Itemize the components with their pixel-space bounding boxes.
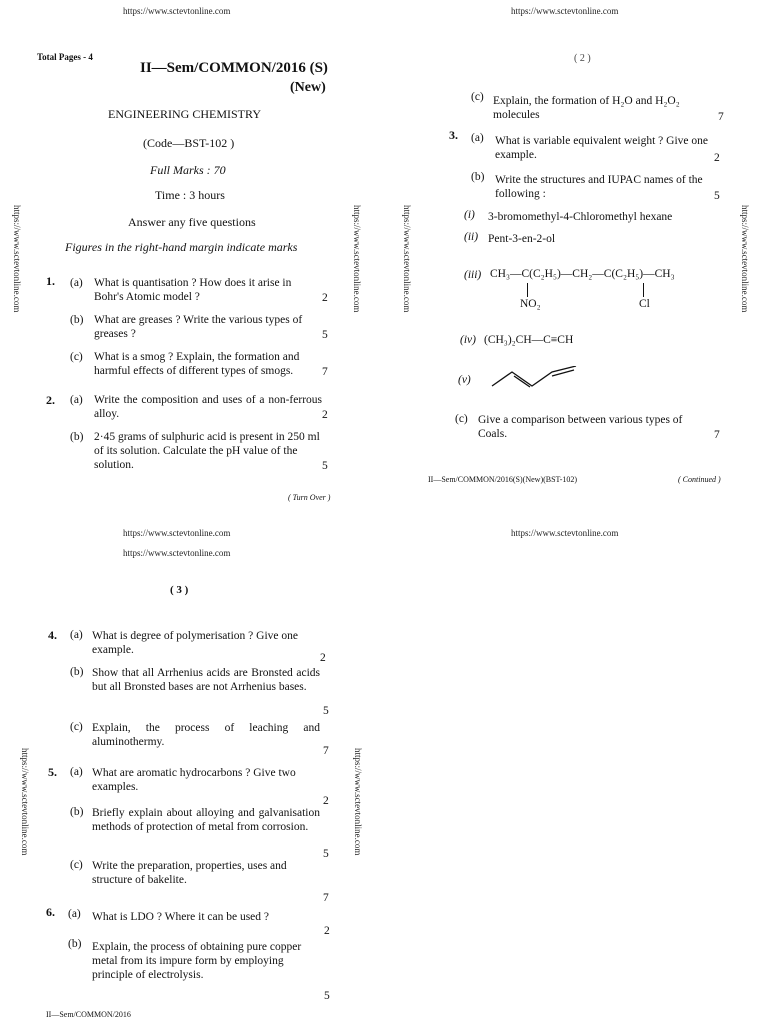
q4b-text: Show that all Arrhenius acids are Bronsted acids but all Bronsted bases are not Arrhenius bases. bbox=[92, 667, 320, 693]
q6b-mark: 5 bbox=[324, 990, 330, 1002]
q3iii-sub2: Cl bbox=[639, 298, 650, 310]
page3-footer: II—Sem/COMMON/2016 bbox=[46, 1010, 131, 1019]
exam-title: II—Sem/COMMON/2016 (S) bbox=[140, 60, 328, 76]
q3v-label: (v) bbox=[458, 374, 471, 386]
q3b-text: Write the structures and IUPAC names of the following : bbox=[495, 174, 703, 200]
q1a-label: (a) bbox=[70, 277, 83, 289]
q5c-text: Write the preparation, properties, uses and structure of bakelite. bbox=[92, 860, 287, 886]
q6a-label: (a) bbox=[68, 908, 81, 920]
q3-number: 3. bbox=[449, 128, 458, 142]
instruction-answer: Answer any five questions bbox=[128, 215, 256, 229]
q6a-mark: 2 bbox=[324, 925, 330, 937]
q5a-mark: 2 bbox=[323, 795, 329, 807]
page2-left-url: https://www.sctevtonline.com bbox=[402, 205, 412, 313]
new-label: (New) bbox=[290, 80, 326, 95]
q2-number: 2. bbox=[46, 393, 55, 407]
q1c-mark: 7 bbox=[322, 366, 328, 378]
q1c-text: What is a smog ? Explain, the formation and harmful effects of different types of smogs. bbox=[94, 351, 300, 377]
instruction-marks: Figures in the right-hand margin indicate marks bbox=[65, 240, 298, 254]
page1-footer-url: https://www.sctevtonline.com bbox=[123, 528, 231, 538]
q4c-mark: 7 bbox=[323, 745, 329, 757]
q6-number: 6. bbox=[46, 905, 55, 919]
q4c-text: Explain, the process of leaching and aluminothermy. bbox=[92, 722, 320, 748]
page1-header-url: https://www.sctevtonline.com bbox=[123, 6, 231, 16]
q3c-text: Give a comparison between various types of Coals. bbox=[478, 414, 683, 440]
page2-number: ( 2 ) bbox=[574, 53, 591, 64]
q2c-mark: 7 bbox=[718, 111, 724, 123]
page2-header-url: https://www.sctevtonline.com bbox=[511, 6, 619, 16]
q2a-text: Write the composition and uses of a non-ferrous alloy. bbox=[94, 394, 322, 420]
q5-number: 5. bbox=[48, 765, 57, 779]
q3i-label: (i) bbox=[464, 209, 475, 221]
q1a-text: What is quantisation ? How does it arise in Bohr's Atomic model ? bbox=[94, 277, 292, 303]
q4b-mark: 5 bbox=[323, 705, 329, 717]
q3iii-formula: CH₃—C(C₂H₅)—CH₂—C(C₂H₅)—CH₃ bbox=[490, 268, 675, 280]
q3iii-bond2 bbox=[643, 283, 644, 297]
q6b-label: (b) bbox=[68, 938, 82, 950]
q3a-label: (a) bbox=[471, 132, 484, 144]
q3c-mark: 7 bbox=[714, 429, 720, 441]
q1b-label: (b) bbox=[70, 314, 84, 326]
q3iii-label: (iii) bbox=[464, 269, 482, 281]
q4b-label: (b) bbox=[70, 666, 84, 678]
q3v-structure-diagram bbox=[490, 366, 580, 392]
page2-footer-url: https://www.sctevtonline.com bbox=[511, 528, 619, 538]
subject-title: ENGINEERING CHEMISTRY bbox=[108, 107, 261, 121]
q5b-text: Briefly explain about alloying and galvanisation methods of protection of metal from corrosion. bbox=[92, 807, 320, 833]
q4a-mark: 2 bbox=[320, 652, 326, 664]
q2b-label: (b) bbox=[70, 431, 84, 443]
q2a-label: (a) bbox=[70, 394, 83, 406]
q5a-label: (a) bbox=[70, 766, 83, 778]
q2b-text: 2·45 grams of sulphuric acid is present in 250 ml of its solution. Calculate the pH value of the solution. bbox=[94, 431, 320, 471]
q3a-mark: 2 bbox=[714, 152, 720, 164]
total-pages: Total Pages - 4 bbox=[37, 52, 93, 62]
q3iii-bond1 bbox=[527, 283, 528, 297]
q1b-mark: 5 bbox=[322, 329, 328, 341]
q3i-text: 3-bromomethyl-4-Chloromethyl hexane bbox=[488, 211, 673, 223]
q4c-label: (c) bbox=[70, 721, 83, 733]
q4-number: 4. bbox=[48, 628, 57, 642]
q6b-text: Explain, the process of obtaining pure copper metal from its impure form by employing principle of electrolysis. bbox=[92, 941, 302, 981]
q3b-label: (b) bbox=[471, 171, 485, 183]
q2b-mark: 5 bbox=[322, 460, 328, 472]
q5c-mark: 7 bbox=[323, 892, 329, 904]
q3ii-label: (ii) bbox=[464, 231, 479, 243]
turn-over: ( Turn Over ) bbox=[288, 493, 331, 502]
q2c-label: (c) bbox=[471, 91, 484, 103]
continued-label: ( Continued ) bbox=[678, 475, 721, 484]
q5b-label: (b) bbox=[70, 806, 84, 818]
page2-right-url: https://www.sctevtonline.com bbox=[740, 205, 750, 313]
q1c-label: (c) bbox=[70, 351, 83, 363]
time-allowed: Time : 3 hours bbox=[155, 188, 225, 202]
q5a-text: What are aromatic hydrocarbons ? Give two examples. bbox=[92, 767, 296, 793]
subject-code: (Code—BST-102 ) bbox=[143, 136, 235, 150]
page2-footer: II—Sem/COMMON/2016(S)(New)(BST-102) bbox=[428, 475, 578, 484]
full-marks: Full Marks : 70 bbox=[150, 163, 226, 177]
page3-number: ( 3 ) bbox=[170, 584, 189, 596]
q3b-mark: 5 bbox=[714, 190, 720, 202]
q4a-label: (a) bbox=[70, 629, 83, 641]
q3c-label: (c) bbox=[455, 413, 468, 425]
q5b-mark: 5 bbox=[323, 848, 329, 860]
q2a-mark: 2 bbox=[322, 409, 328, 421]
page3-right-url: https://www.sctevtonline.com bbox=[353, 748, 363, 856]
page1-right-url: https://www.sctevtonline.com bbox=[352, 205, 362, 313]
q1-number: 1. bbox=[46, 274, 55, 288]
q3a-text: What is variable equivalent weight ? Give one example. bbox=[495, 135, 708, 161]
q3iv-formula: (CH₃)₂CH—C≡CH bbox=[484, 334, 574, 346]
q5c-label: (c) bbox=[70, 859, 83, 871]
q4a-text: What is degree of polymerisation ? Give one example. bbox=[92, 630, 298, 656]
page3-left-url: https://www.sctevtonline.com bbox=[20, 748, 30, 856]
page3-header-url: https://www.sctevtonline.com bbox=[123, 548, 231, 558]
page1-left-url: https://www.sctevtonline.com bbox=[12, 205, 22, 313]
q1a-mark: 2 bbox=[322, 292, 328, 304]
q3iii-sub1: NO₂ bbox=[520, 298, 541, 310]
q6a-text: What is LDO ? Where it can be used ? bbox=[92, 911, 270, 923]
q2c-text: Explain, the formation of H₂O and H₂O₂ molecules bbox=[493, 95, 680, 121]
q3iv-label: (iv) bbox=[460, 334, 476, 346]
q3ii-text: Pent-3-en-2-ol bbox=[488, 233, 556, 245]
q1b-text: What are greases ? Write the various types of greases ? bbox=[94, 314, 303, 340]
